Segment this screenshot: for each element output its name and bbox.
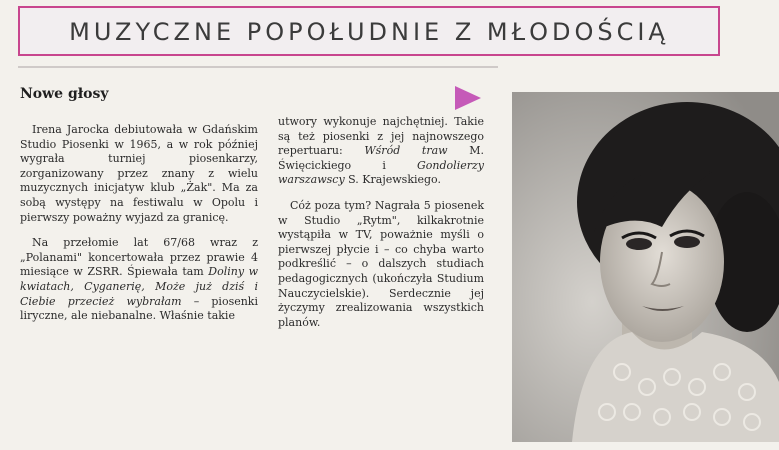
paragraph: Irena Jarocka debiutowała w Gdańskim Studio Piosenki w 1965, a w rok później wygrała turniej piosenkarzy, zorganizowany przez znany z wielu muzycznych inicjatyw klub „Żak". Ma za sobą występy na festiwalu w Opolu i pierwszy poważny wyjazd za granicę.	[20, 123, 258, 224]
page-title: MUZYCZNE POPOŁUDNIE Z MŁODOŚCIĄ	[69, 18, 669, 46]
italic-title: Wśród traw	[364, 144, 448, 158]
text-span: Na przełomie lat 67/68 wraz z „Polanami" koncertowała przez prawie 4 miesiące w ZSRR. Śpiewała tam	[20, 236, 258, 279]
text-span: utwory wykonuje najchętniej. Takie są też piosenki z jej najnowszego repertuaru:	[278, 115, 484, 158]
text-column-2	[278, 104, 484, 341]
text-column-1	[20, 112, 258, 335]
italic-titles: Doliny w kwiatach, Cyganerię, Może już dziś i Ciebie przecież wybrałam	[20, 265, 258, 308]
portrait-image	[512, 92, 779, 442]
text-span: – piosenki liryczne, ale niebanalne. Właśnie takie	[20, 294, 258, 323]
divider	[18, 66, 498, 68]
paragraph: Cóż poza tym? Nagrała 5 piosenek w Studio „Rytm", kilkakrotnie wystąpiła w TV, poważnie myśli o pierwszej płycie i – co chyba warto podkreślić – o dalszych studiach pedagogicznych (ukończyła Studium Nauczycielskie). Serdecznie jej życzymy zrealizowania wszystkich planów.	[278, 198, 484, 329]
portrait-photo	[512, 92, 779, 442]
text-span: S. Krajewskiego.	[344, 173, 441, 187]
text-span: M. Święcickiego i	[278, 144, 484, 172]
header-box	[18, 6, 720, 56]
paragraph	[20, 236, 258, 324]
paragraph	[278, 115, 484, 188]
section-heading: Nowe głosy	[20, 86, 109, 102]
italic-title: Gondolierzy warszawscy	[278, 158, 484, 187]
